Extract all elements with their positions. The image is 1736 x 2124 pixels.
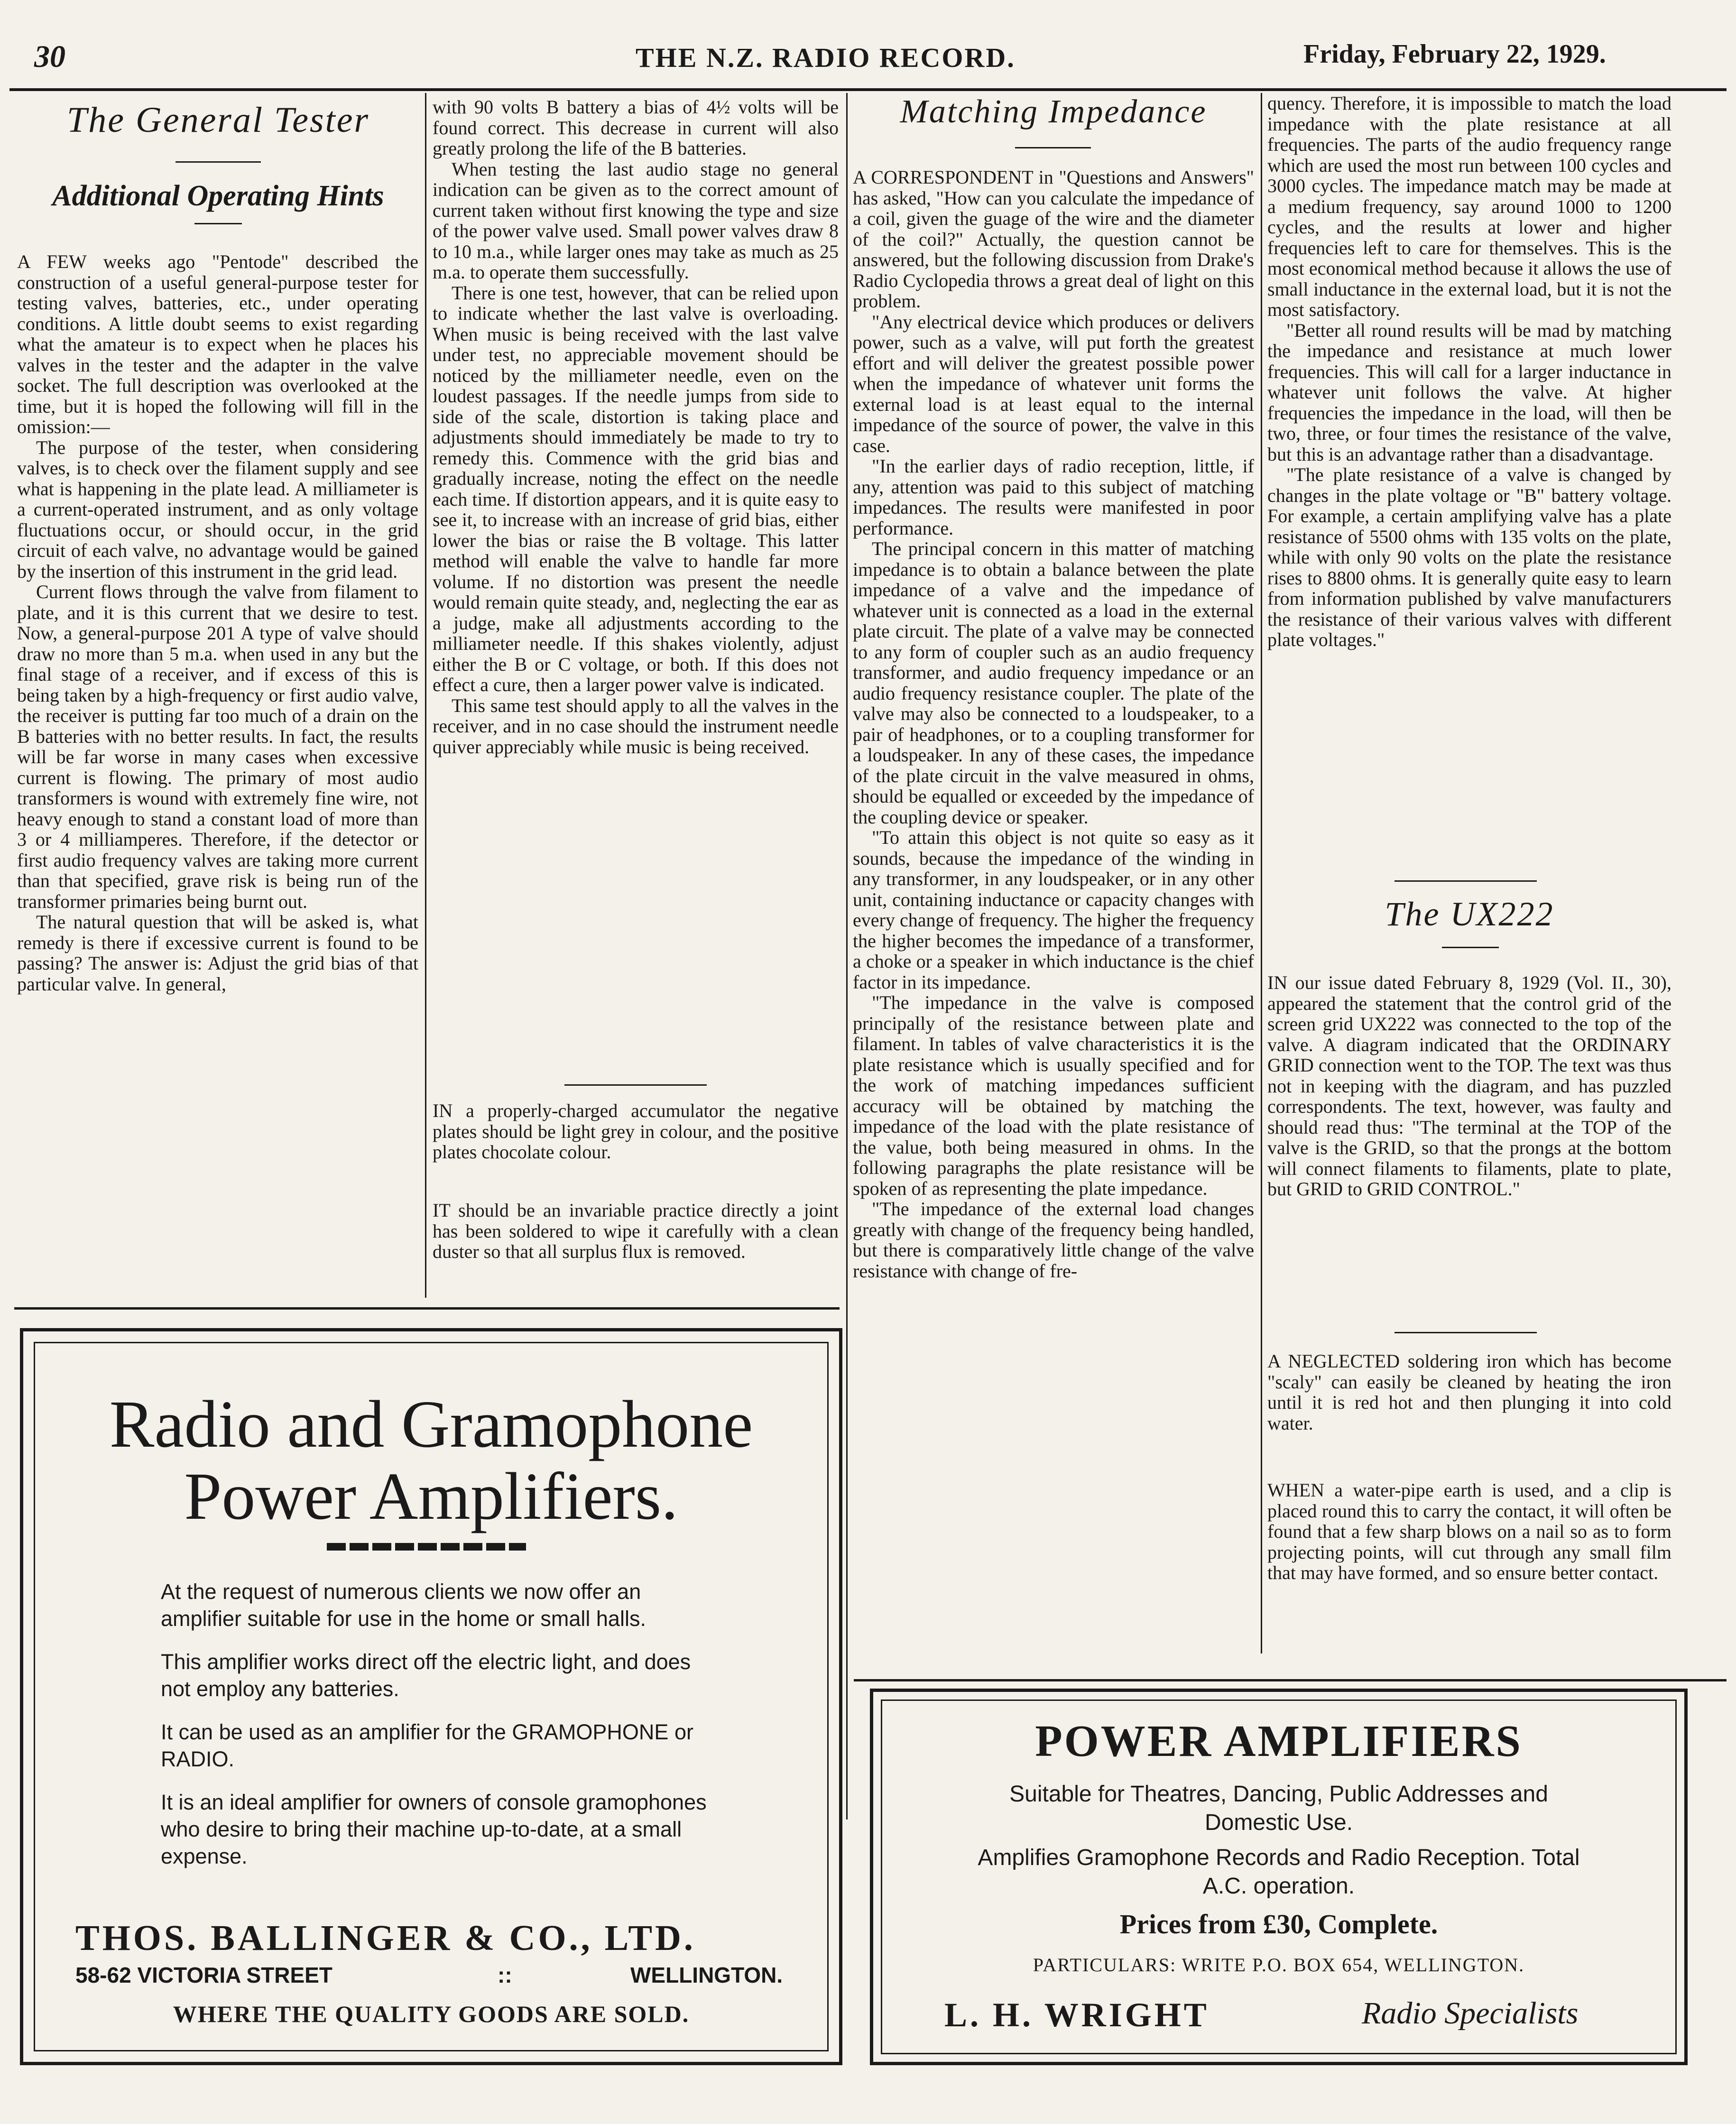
advertisement-ballinger: [20, 1328, 842, 2065]
ad-particulars: PARTICULARS: WRITE P.O. BOX 654, WELLINGTON.: [1033, 1954, 1525, 1976]
article-title: The General Tester: [66, 100, 370, 140]
article-column: [853, 167, 1254, 1661]
article-subtitle: Additional Operating Hints: [52, 180, 384, 212]
paragraph: A FEW weeks ago "Pentode" described the construction of a useful general-purpose tester for testing valves, batteries, etc., under operating conditions. A little doubt seems to exist regarding what the amateur is to expect when he places his valves in the tester and the adapter in the valve socket. The full description was overlooked at the time, but it is hoped the following will fill in the omission:—: [17, 251, 418, 437]
ad-firm-name: L. H. WRIGHT: [944, 1996, 1210, 2034]
column-rule: [425, 93, 426, 1298]
ad-price: Prices from £30, Complete.: [1119, 1909, 1438, 1939]
paragraph: "In the earlier days of radio reception, little, if any, attention was paid to this subject of matching impedances. The results were manifested in poor performance.: [853, 455, 1254, 539]
paragraph: IN a properly-charged accumulator the negative plates should be light grey in colour, and the positive plates chocolate colour.: [433, 1100, 839, 1163]
paragraph: "The plate resistance of a valve is changed by changes in the plate voltage or "B" battery voltage. For example, a certain amplifying valve has a plate resistance of 5500 ohms with 135 volts on the plate, while with only 90 volts on the plate the resistance rises to 8800 ohms. It is generally quite easy to learn from information published by valve manufacturers the resistance of their various valves with different plate voltages.": [1267, 464, 1671, 650]
issue-date: Friday, February 22, 1929.: [1303, 39, 1606, 69]
header-rule: [9, 88, 1727, 91]
ad-title-line1: Radio and Gramophone: [109, 1386, 753, 1461]
paragraph: quency. Therefore, it is impossible to match the load impedance with the plate resistance at all frequencies. The parts of the audio frequency range which are used the most run between 100 cycles and 3000 cycles. The impedance match may be made at a medium frequency, say around 1000 to 1200 cycles, and the results at lower and higher frequencies left to care for themselves. This is the most economical method because it allows the use of small inductance in the external load, but it is not the most satisfactory.: [1267, 93, 1671, 320]
ad-tagline: Radio Specialists: [1362, 1996, 1579, 2031]
title-divider: [194, 223, 242, 224]
paragraph: When testing the last audio stage no general indication can be given as to the correct amount of current taken without first knowing the type and size of the power valve used. Small power valves draw 8 to 10 m.a., while larger ones may take as much as 25 m.a. to operate them successfully.: [433, 158, 839, 283]
ad-city: WELLINGTON.: [630, 1963, 783, 1987]
section-divider: [1394, 1332, 1537, 1333]
paragraph: There is one test, however, that can be relied upon to indicate whether the last valve is overloading. When music is being received with the last valve under test, no appreciable movement should be noticed by the milliameter needle, even on the loudest passages. If the needle jumps from side to side of the scale, distortion is taking place and adjustments should immediately be made to try to remedy this. Commence with the grid bias and gradually increase, noting the effect on the needle each time. If distortion appears, and it is quite easy to see it, to increase with an increase of grid bias, either lower the bias or raise the B voltage. This latter method will enable the valve to handle far more volume. If no distortion was present the needle would remain quite steady, and, neglecting the ear as a judge, make all adjustments according to the milliameter needle. If this shakes violently, adjust either the B or C voltage, or both. If this does not effect a cure, then a larger power valve is indicated.: [433, 282, 839, 695]
ad-address: 58-62 VICTORIA STREET: [75, 1963, 332, 1987]
publication-title: THE N.Z. RADIO RECORD.: [636, 42, 1016, 73]
note: [433, 1100, 839, 1195]
ad-slogan: WHERE THE QUALITY GOODS ARE SOLD.: [173, 2001, 690, 2027]
ad-paragraph: It can be used as an amplifier for the GRAMOPHONE or RADIO.: [161, 1720, 693, 1771]
title-divider: [1442, 947, 1499, 948]
article-column: [433, 97, 839, 1088]
paragraph: IN our issue dated February 8, 1929 (Vol. II., 30), appeared the statement that the control grid of the screen grid UX222 was connected to the top of the valve. A diagram indicated that the ORDINARY GRID connection went to the TOP. The text was thus not in keeping with the diagram, and has puzzled correspondents. The text, however, was faulty and should read thus: "The terminal at the TOP of the valve is the GRID, so that the prongs at the bottom will connect filaments to filaments, plate to plate, but GRID to GRID CONTROL.": [1267, 972, 1671, 1200]
article-column: [1267, 93, 1671, 871]
page-number: 30: [34, 39, 65, 74]
ad-body: [161, 1578, 720, 1886]
paragraph: The principal concern in this matter of matching impedance is to obtain a balance between the plate impedance of a valve and the impedance of whatever unit is connected as a load in the external plate circuit. The plate of a valve may be connected to any form of coupler such as an audio frequency transformer, and audio frequency impedance or an audio frequency resistance coupler. The plate of the valve may also be connected to a loudspeaker, to a pair of headphones, or to a coupling transformer for a loudspeaker. In any of these cases, the impedance of the plate circuit in the valve measured in ohms, should be equalled or exceeded by the impedance of the coupling device or speaker.: [853, 538, 1254, 828]
paragraph: "The impedance of the external load changes greatly with change of the frequency being handled, but there is comparatively little change of the valve resistance with change of fre-: [853, 1198, 1254, 1282]
paragraph: The purpose of the tester, when considering valves, is to check over the filament supply and see what is happening in the plate lead. A milliameter is a current-operated instrument, and as only voltage fluctuations occur, or should occur, in the grid circuit of each valve, no advantage would be gained by the insertion of this instrument in the grid lead.: [17, 436, 418, 582]
note: [433, 1200, 839, 1295]
paragraph: with 90 volts B battery a bias of 4½ volts will be found correct. This decrease in current will also greatly prolong the life of the B batteries.: [433, 97, 839, 159]
ornament-divider: [327, 1543, 526, 1551]
ad-address-separator: ::: [498, 1963, 512, 1987]
title-divider: [175, 161, 261, 163]
paragraph: This same test should apply to all the valves in the receiver, and in no case should the instrument needle quiver appreciably while music is being received.: [433, 694, 839, 757]
note: [1267, 1351, 1671, 1474]
paragraph: WHEN a water-pipe earth is used, and a clip is placed round this to carry the contact, it will often be found that a few sharp blows on a nail so as to form projecting points, will cut through any small film that may have formed, and so ensure better contact.: [1267, 1480, 1671, 1583]
section-rule: [14, 1307, 840, 1310]
section-divider: [1394, 880, 1537, 882]
paragraph: "Better all round results will be mad by matching the impedance and resistance at much lower frequencies. This will call for a larger inductance in whatever unit follows the valve. At higher frequencies the impedance in the load, will then be two, three, or four times the resistance of the valve, but this is an advantage rather than a disadvantage.: [1267, 319, 1671, 465]
advertisement-wright: [870, 1689, 1688, 2065]
column-rule: [1261, 93, 1262, 1653]
ad-title-line2: Power Amplifiers.: [184, 1459, 678, 1533]
ad-title: POWER AMPLIFIERS: [1035, 1717, 1523, 1766]
section-rule: [854, 1679, 1727, 1681]
ad-firm-name: THOS. BALLINGER & CO., LTD.: [75, 1918, 696, 1958]
ad-line: Suitable for Theatres, Dancing, Public Addresses and Domestic Use.: [1009, 1782, 1548, 1835]
ad-line: Amplifies Gramophone Records and Radio Reception. Total A.C. operation.: [978, 1845, 1580, 1899]
note: [1267, 1480, 1671, 1660]
paragraph: "The impedance in the valve is composed principally of the resistance between plate and filament. In tables of valve characteristics it is the plate resistance which is usually specified and for the work of matching impedances sufficient accuracy will be obtained by matching the impedance of the load with the plate resistance of the value, both being measured in ohms. In the following paragraphs the plate resistance will be spoken of as representing the plate impedance.: [853, 992, 1254, 1199]
paragraph: "Any electrical device which produces or delivers power, such as a valve, will put forth the greatest effort and will deliver the greatest possible power when the impedance of whatever unit forms the external load is at least equal to the internal impedance of the source of power, the valve in this case.: [853, 311, 1254, 456]
ad-paragraph: This amplifier works direct off the electric light, and does not employ any batteries.: [161, 1650, 691, 1701]
paragraph: A NEGLECTED soldering iron which has become "scaly" can easily be cleaned by heating the iron until it is red hot and then plunging it into cold water.: [1267, 1351, 1671, 1434]
paragraph: The natural question that will be asked is, what remedy is there if excessive current is found to be passing? The answer is: Adjust the grid bias of that particular valve. In general,: [17, 911, 418, 995]
title-divider: [1015, 147, 1091, 148]
article-column: [1267, 972, 1671, 1314]
ad-paragraph: It is an ideal amplifier for owners of console gramophones who desire to bring their machine up-to-date, at a small expense.: [161, 1790, 707, 1868]
paragraph: Current flows through the valve from filament to plate, and it is this current that we desire to test. Now, a general-purpose 201 A type of valve should draw no more than 5 m.a. when used in any but the final stage of a receiver, and if excess of this is being taken by a high-frequency or first audio valve, the receiver is putting far too much of a drain on the B batteries with no better results. In fact, the results will be far worse in many cases when excessive current is flowing. The primary of most audio transformers is wound with extremely fine wire, not heavy enough to stand a constant load of more than 3 or 4 milliamperes. Therefore, if the detector or first audio frequency valves are taking more current than that specified, grave risk is being run of the transformer primaries being burnt out.: [17, 581, 418, 912]
paragraph: A CORRESPONDENT in "Questions and Answers" has asked, "How can you calculate the impedance of a coil, given the guage of the wire and the diameter of the coil?" Actually, the question cannot be answered, but the following discussion from Drake's Radio Cyclopedia throws a great deal of light on this problem.: [853, 167, 1254, 312]
article-column: [17, 251, 418, 1304]
paragraph: IT should be an invariable practice directly a joint has been soldered to wipe it carefully with a clean duster so that all surplus flux is removed.: [433, 1200, 839, 1262]
article-title: Matching Impedance: [900, 93, 1207, 130]
section-divider: [564, 1084, 707, 1086]
article-title: The UX222: [1385, 895, 1554, 933]
column-rule: [846, 93, 848, 1819]
ad-paragraph: At the request of numerous clients we now offer an amplifier suitable for use in the home or small halls.: [161, 1579, 646, 1631]
paragraph: "To attain this object is not quite so easy as it sounds, because the impedance of the winding in any transformer, in any loudspeaker, or in any other unit, containing inductance or capacity changes with every change of frequency. The higher the frequency the higher becomes the impedance of a transformer, a choke or a speaker in which inductance is the chief factor in its impedance.: [853, 827, 1254, 993]
